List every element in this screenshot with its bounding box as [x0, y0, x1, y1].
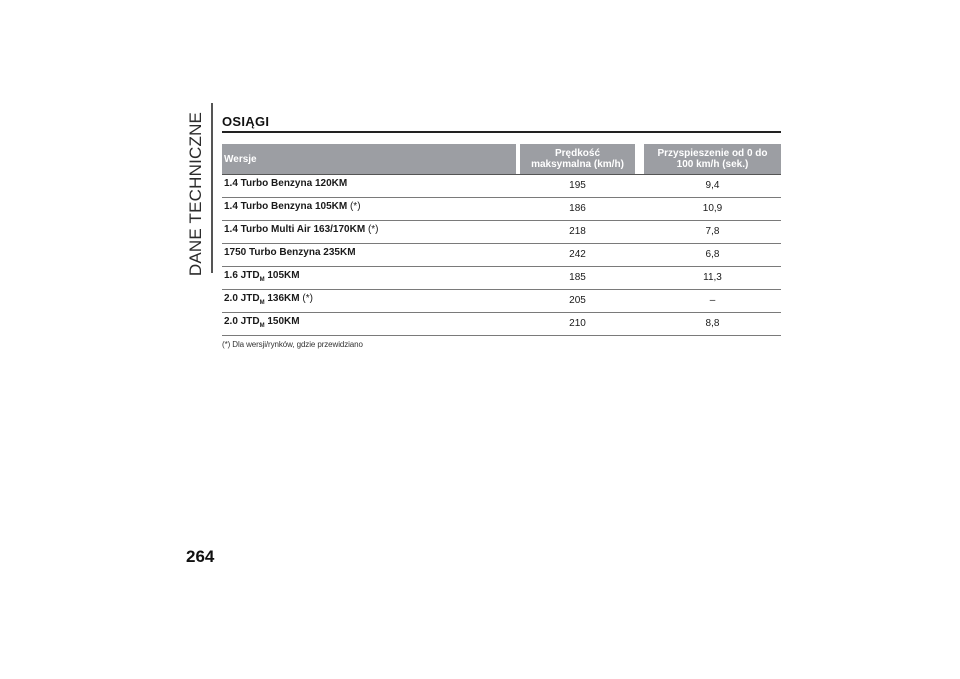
performance-section	[222, 114, 781, 349]
side-section-title-text: DANE TECHNICZNE	[186, 111, 206, 277]
side-section-title	[184, 111, 208, 277]
table-row	[222, 221, 781, 244]
table-row	[222, 267, 781, 290]
header-top-speed-line1: Prędkość	[554, 148, 601, 159]
top-speed-cell: 195	[520, 174, 635, 198]
version-cell: 1750 Turbo Benzyna 235KM	[222, 244, 516, 267]
header-acceleration-line1: Przyspieszenie od 0 do	[657, 148, 768, 159]
table-row	[222, 244, 781, 267]
performance-table	[222, 144, 781, 336]
acceleration-cell: 9,4	[644, 174, 781, 198]
version-cell: 1.4 Turbo Benzyna 105KM (*)	[222, 198, 516, 221]
version-cell: 1.4 Turbo Multi Air 163/170KM (*)	[222, 221, 516, 244]
version-cell: 2.0 $JTD_M$ 150KM	[222, 313, 516, 336]
table-row	[222, 313, 781, 336]
version-cell: 1.6 $JTD_M$ 105KM	[222, 267, 516, 290]
header-acceleration-line2: 100 km/h (sek.)	[676, 159, 749, 170]
table-row	[222, 198, 781, 221]
top-speed-cell: 210	[520, 313, 635, 336]
acceleration-cell: 11,3	[644, 267, 781, 290]
table-header-row	[222, 144, 781, 174]
header-top-speed-line2: maksymalna (km/h)	[531, 159, 624, 170]
side-divider	[211, 103, 213, 273]
acceleration-cell: 7,8	[644, 221, 781, 244]
version-cell: 1.4 Turbo Benzyna 120KM	[222, 174, 516, 198]
acceleration-cell: 6,8	[644, 244, 781, 267]
header-top-speed	[520, 144, 635, 174]
page-number: 264	[186, 547, 215, 566]
top-speed-cell: 186	[520, 198, 635, 221]
header-versions: Wersje	[222, 144, 516, 174]
acceleration-cell: –	[644, 290, 781, 313]
version-cell: 2.0 $JTD_M$ 136KM (*)	[222, 290, 516, 313]
header-acceleration	[644, 144, 781, 174]
acceleration-cell: 10,9	[644, 198, 781, 221]
table-row	[222, 290, 781, 313]
table-row	[222, 174, 781, 198]
top-speed-cell: 185	[520, 267, 635, 290]
section-title: OSIĄGI	[222, 114, 270, 129]
top-speed-cell: 218	[520, 221, 635, 244]
top-speed-cell: 205	[520, 290, 635, 313]
title-divider	[222, 131, 781, 133]
top-speed-cell: 242	[520, 244, 635, 267]
footnote: (*) Dla wersji/rynków, gdzie przewidziano	[222, 340, 363, 349]
acceleration-cell: 8,8	[644, 313, 781, 336]
